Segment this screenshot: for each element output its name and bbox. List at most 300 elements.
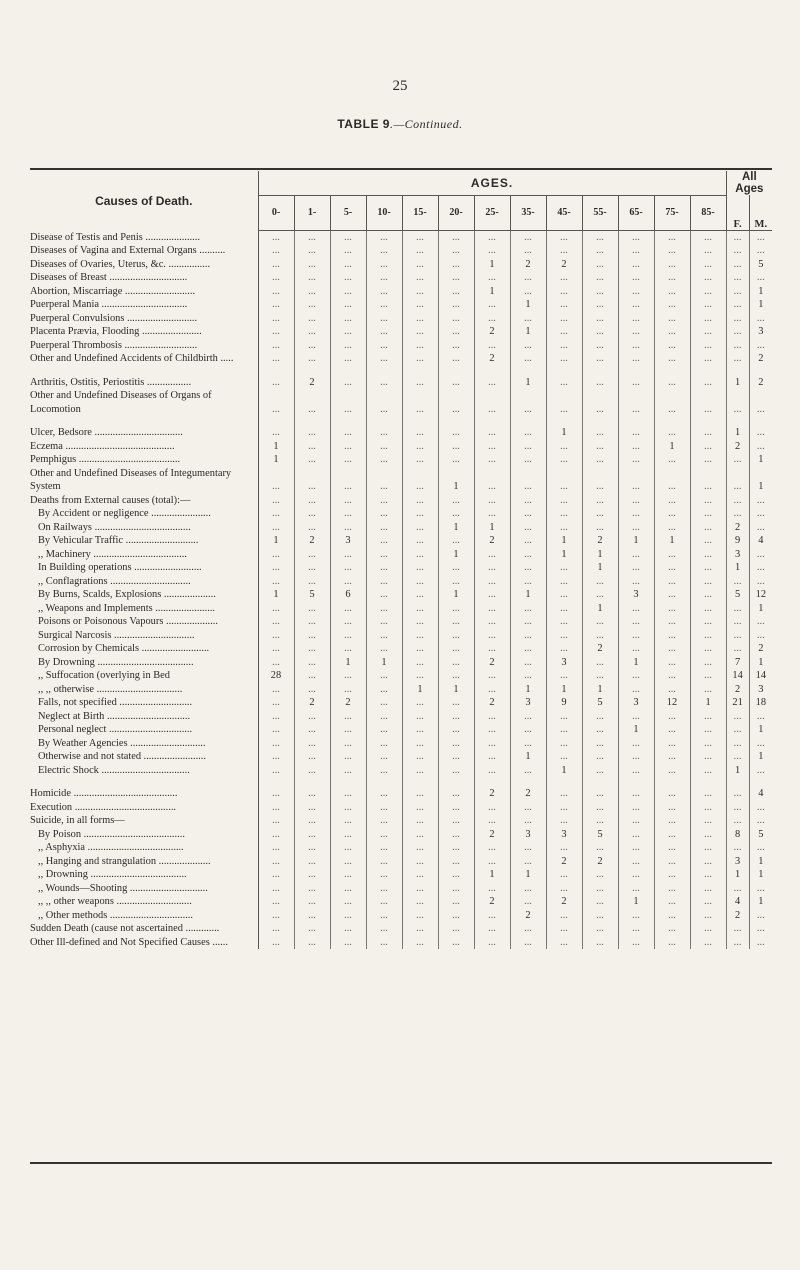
age-value-cell: ... bbox=[690, 339, 726, 353]
age-value-cell: ... bbox=[654, 339, 690, 353]
age-value-cell: ... bbox=[294, 271, 330, 285]
male-total-cell: ... bbox=[756, 737, 765, 749]
age-value-cell: ... bbox=[294, 629, 330, 643]
age-value-cell: ... bbox=[258, 339, 294, 353]
age-value-cell: ... bbox=[402, 710, 438, 724]
age-value-cell: ... bbox=[366, 787, 402, 801]
male-total-cell: ... bbox=[756, 562, 765, 573]
age-value-cell: ... bbox=[546, 285, 582, 299]
age-value-cell: ... bbox=[654, 895, 690, 909]
table-row bbox=[30, 642, 772, 656]
age-value-cell: ... bbox=[618, 521, 654, 535]
age-value-cell: ... bbox=[438, 352, 474, 366]
table-row bbox=[30, 352, 772, 366]
age-value-cell: 1 bbox=[654, 534, 690, 548]
age-value-cell: ... bbox=[402, 656, 438, 670]
age-value-cell: ... bbox=[618, 764, 654, 778]
age-value-cell: ... bbox=[258, 723, 294, 737]
cause-label-text: Electric Shock .................................. bbox=[38, 764, 190, 776]
age-value-cell: ... bbox=[294, 868, 330, 882]
age-value-cell: 1 bbox=[510, 750, 546, 764]
age-value-cell: ... bbox=[402, 828, 438, 842]
cause-label-text: Other and Undefined Diseases of Organs of Locomotion bbox=[30, 390, 212, 415]
age-value-cell: ... bbox=[654, 312, 690, 326]
age-value-cell: 5 bbox=[294, 588, 330, 602]
cause-label-text: On Railways ..................................... bbox=[38, 521, 191, 533]
cause-label bbox=[30, 494, 258, 508]
age-value-cell: ... bbox=[366, 298, 402, 312]
cause-label bbox=[30, 548, 258, 562]
age-value-cell: 3 bbox=[618, 696, 654, 710]
table-row bbox=[30, 507, 772, 521]
age-value-cell: ... bbox=[474, 936, 510, 950]
age-value-cell: ... bbox=[546, 801, 582, 815]
cause-label-text: By Vehicular Traffic ............................ bbox=[38, 535, 199, 546]
age-value-cell: ... bbox=[654, 507, 690, 521]
age-value-cell: ... bbox=[582, 787, 618, 801]
age-value-cell: ... bbox=[546, 814, 582, 828]
table-title bbox=[0, 117, 800, 132]
age-value-cell: ... bbox=[366, 339, 402, 353]
cause-label-text: ,, Asphyxia ..................................... bbox=[38, 842, 184, 853]
cause-label bbox=[30, 440, 258, 454]
age-value-cell: ... bbox=[582, 312, 618, 326]
age-value-cell: ... bbox=[438, 656, 474, 670]
age-value-cell: ... bbox=[618, 494, 654, 508]
male-total-cell: ... bbox=[756, 882, 765, 894]
age-value-cell: 2 bbox=[330, 696, 366, 710]
age-value-cell: ... bbox=[366, 440, 402, 454]
age-value-cell: 6 bbox=[330, 588, 366, 602]
age-value-cell: ... bbox=[510, 575, 546, 589]
age-value-cell: ... bbox=[474, 271, 510, 285]
age-value-cell: ... bbox=[366, 895, 402, 909]
age-value-cell: ... bbox=[582, 575, 618, 589]
age-value-cell: 2 bbox=[474, 534, 510, 548]
age-value-cell: ... bbox=[510, 710, 546, 724]
age-value-cell: 2 bbox=[582, 534, 618, 548]
age-value-cell: ... bbox=[366, 882, 402, 896]
age-value-cell: ... bbox=[438, 882, 474, 896]
age-value-cell: ... bbox=[258, 271, 294, 285]
age-value-cell: ... bbox=[474, 669, 510, 683]
age-value-cell: ... bbox=[258, 426, 294, 440]
table-row bbox=[30, 683, 772, 697]
age-value-cell: ... bbox=[366, 737, 402, 751]
age-value-cell: ... bbox=[474, 230, 510, 244]
age-value-cell: ... bbox=[258, 683, 294, 697]
cause-label bbox=[30, 534, 258, 548]
age-value-cell: ... bbox=[330, 339, 366, 353]
age-value-cell: ... bbox=[258, 855, 294, 869]
male-total-cell: 1 bbox=[758, 656, 764, 668]
age-value-cell: ... bbox=[366, 494, 402, 508]
age-value-cell: ... bbox=[654, 389, 690, 416]
age-value-cell: ... bbox=[582, 750, 618, 764]
female-total-cell: ... bbox=[726, 629, 749, 643]
age-value-cell: ... bbox=[654, 909, 690, 923]
age-value-cell: ... bbox=[654, 814, 690, 828]
age-value-cell: ... bbox=[366, 561, 402, 575]
age-value-cell: ... bbox=[546, 615, 582, 629]
cause-label-text: Other Ill-defined and Not Specified Causes ...... bbox=[30, 936, 228, 948]
age-value-cell: ... bbox=[690, 389, 726, 416]
age-value-cell: ... bbox=[690, 814, 726, 828]
age-value-cell: ... bbox=[618, 737, 654, 751]
age-value-cell: ... bbox=[402, 534, 438, 548]
age-value-cell: ... bbox=[366, 710, 402, 724]
cause-label-text: Neglect at Birth ................................ bbox=[38, 710, 191, 722]
table-row bbox=[30, 710, 772, 724]
table-body bbox=[30, 230, 772, 949]
table-row bbox=[30, 244, 772, 258]
table-row bbox=[30, 602, 772, 616]
age-value-cell: ... bbox=[330, 494, 366, 508]
age-group-header: 65- bbox=[618, 195, 654, 230]
cause-label-text: Surgical Narcosis ............................... bbox=[38, 629, 195, 641]
age-value-cell: ... bbox=[474, 922, 510, 936]
age-value-cell: ... bbox=[366, 426, 402, 440]
age-value-cell: ... bbox=[474, 440, 510, 454]
age-value-cell: 1 bbox=[546, 764, 582, 778]
age-value-cell: ... bbox=[618, 750, 654, 764]
age-value-cell: ... bbox=[402, 548, 438, 562]
table-row bbox=[30, 801, 772, 815]
age-value-cell: ... bbox=[258, 602, 294, 616]
female-total-cell: ... bbox=[726, 258, 749, 272]
age-value-cell: ... bbox=[258, 521, 294, 535]
age-value-cell: ... bbox=[654, 521, 690, 535]
age-value-cell: ... bbox=[438, 936, 474, 950]
cause-label bbox=[30, 828, 258, 842]
table-row bbox=[30, 325, 772, 339]
age-value-cell: ... bbox=[546, 737, 582, 751]
age-value-cell: ... bbox=[510, 230, 546, 244]
age-value-cell: ... bbox=[690, 855, 726, 869]
female-header: F. bbox=[726, 195, 749, 230]
age-value-cell: ... bbox=[294, 909, 330, 923]
female-total-cell: 3 bbox=[726, 855, 749, 869]
age-value-cell: ... bbox=[546, 561, 582, 575]
cause-label bbox=[30, 312, 258, 326]
age-value-cell: ... bbox=[474, 376, 510, 390]
age-value-cell: ... bbox=[258, 615, 294, 629]
age-value-cell: ... bbox=[330, 507, 366, 521]
age-value-cell: ... bbox=[294, 258, 330, 272]
female-total-cell: ... bbox=[726, 339, 749, 353]
male-total-cell: 1 bbox=[758, 751, 764, 762]
age-value-cell: ... bbox=[690, 909, 726, 923]
age-value-cell: ... bbox=[438, 629, 474, 643]
table-row bbox=[30, 936, 772, 950]
cause-label-text: ,, Other methods ................................ bbox=[38, 909, 193, 921]
cause-label-text: Personal neglect ................................ bbox=[38, 724, 193, 735]
age-value-cell: ... bbox=[438, 696, 474, 710]
age-value-cell: ... bbox=[330, 575, 366, 589]
age-value-cell: ... bbox=[690, 868, 726, 882]
age-value-cell: ... bbox=[582, 258, 618, 272]
age-value-cell: ... bbox=[654, 737, 690, 751]
age-value-cell: 3 bbox=[618, 588, 654, 602]
male-total-cell: 2 bbox=[758, 376, 764, 388]
female-total-cell: ... bbox=[726, 882, 749, 896]
age-value-cell: ... bbox=[438, 244, 474, 258]
age-value-cell: ... bbox=[474, 841, 510, 855]
age-value-cell: ... bbox=[654, 285, 690, 299]
cause-label-text: By Weather Agencies ............................. bbox=[38, 737, 206, 749]
cause-label bbox=[30, 575, 258, 589]
age-value-cell: ... bbox=[510, 882, 546, 896]
age-value-cell: ... bbox=[438, 750, 474, 764]
age-value-cell: ... bbox=[366, 936, 402, 950]
age-value-cell: ... bbox=[330, 723, 366, 737]
age-value-cell: ... bbox=[618, 882, 654, 896]
age-value-cell: 1 bbox=[510, 868, 546, 882]
age-value-cell: ... bbox=[366, 642, 402, 656]
age-value-cell: ... bbox=[582, 230, 618, 244]
table-row bbox=[30, 230, 772, 244]
age-value-cell: ... bbox=[258, 298, 294, 312]
age-group-header: 55- bbox=[582, 195, 618, 230]
age-value-cell: ... bbox=[582, 376, 618, 390]
age-group-header: 1- bbox=[294, 195, 330, 230]
female-total-cell: 1 bbox=[726, 561, 749, 575]
age-value-cell: ... bbox=[366, 244, 402, 258]
cause-label-text: Poisons or Poisonous Vapours .................... bbox=[38, 616, 218, 627]
age-value-cell: ... bbox=[330, 548, 366, 562]
cause-label bbox=[30, 909, 258, 923]
age-value-cell: ... bbox=[330, 841, 366, 855]
age-value-cell: ... bbox=[582, 669, 618, 683]
table-row bbox=[30, 909, 772, 923]
all-ages-line1: All bbox=[741, 171, 757, 183]
age-value-cell: ... bbox=[294, 389, 330, 416]
age-value-cell: ... bbox=[582, 629, 618, 643]
age-value-cell: ... bbox=[582, 298, 618, 312]
age-value-cell: ... bbox=[690, 312, 726, 326]
age-value-cell: ... bbox=[330, 230, 366, 244]
age-value-cell: ... bbox=[258, 922, 294, 936]
age-value-cell: ... bbox=[330, 814, 366, 828]
cause-label bbox=[30, 764, 258, 778]
cause-label-text: Placenta Prævia, Flooding ....................... bbox=[30, 326, 202, 337]
male-total-cell: ... bbox=[756, 548, 765, 560]
age-value-cell: ... bbox=[474, 642, 510, 656]
cause-label bbox=[30, 230, 258, 244]
age-value-cell: ... bbox=[654, 575, 690, 589]
cause-label bbox=[30, 855, 258, 869]
age-value-cell: ... bbox=[366, 548, 402, 562]
age-value-cell: ... bbox=[510, 244, 546, 258]
age-group-header: 25- bbox=[474, 195, 510, 230]
age-value-cell: ... bbox=[690, 521, 726, 535]
age-value-cell: ... bbox=[510, 922, 546, 936]
male-total-cell: 14 bbox=[755, 670, 767, 681]
female-total-cell: ... bbox=[726, 575, 749, 589]
age-value-cell: ... bbox=[438, 710, 474, 724]
age-value-cell: ... bbox=[690, 453, 726, 467]
male-header: M. bbox=[749, 195, 772, 230]
table-row bbox=[30, 669, 772, 683]
age-value-cell: 1 bbox=[474, 868, 510, 882]
mortality-table bbox=[30, 171, 772, 949]
age-value-cell: ... bbox=[402, 298, 438, 312]
age-value-cell: ... bbox=[258, 841, 294, 855]
age-value-cell: ... bbox=[654, 764, 690, 778]
male-total-cell: 1 bbox=[758, 454, 764, 465]
age-value-cell: ... bbox=[510, 737, 546, 751]
female-total-cell: 1 bbox=[726, 868, 749, 882]
male-total-cell: ... bbox=[756, 936, 765, 948]
age-value-cell: ... bbox=[366, 828, 402, 842]
age-value-cell: ... bbox=[438, 453, 474, 467]
age-value-cell: ... bbox=[402, 426, 438, 440]
age-value-cell: ... bbox=[690, 561, 726, 575]
age-value-cell: ... bbox=[438, 575, 474, 589]
age-value-cell: ... bbox=[510, 801, 546, 815]
cause-label bbox=[30, 588, 258, 602]
female-total-cell: ... bbox=[726, 801, 749, 815]
table-title-number: TABLE 9 bbox=[337, 117, 390, 131]
cause-label-text: Corrosion by Chemicals .......................... bbox=[38, 643, 210, 654]
age-value-cell: ... bbox=[366, 801, 402, 815]
age-value-cell: ... bbox=[294, 750, 330, 764]
age-value-cell: ... bbox=[330, 467, 366, 494]
age-value-cell: 1 bbox=[510, 376, 546, 390]
cause-label-text: Abortion, Miscarriage ........................... bbox=[30, 285, 196, 297]
age-value-cell: ... bbox=[402, 922, 438, 936]
age-value-cell: ... bbox=[618, 642, 654, 656]
age-value-cell: ... bbox=[510, 534, 546, 548]
age-value-cell: ... bbox=[402, 467, 438, 494]
age-value-cell: ... bbox=[474, 764, 510, 778]
age-value-cell: ... bbox=[582, 656, 618, 670]
age-value-cell: ... bbox=[582, 615, 618, 629]
age-value-cell: ... bbox=[438, 814, 474, 828]
age-value-cell: ... bbox=[618, 868, 654, 882]
age-value-cell: ... bbox=[510, 548, 546, 562]
table-row bbox=[30, 312, 772, 326]
age-value-cell: ... bbox=[294, 642, 330, 656]
age-value-cell: ... bbox=[474, 683, 510, 697]
age-value-cell: ... bbox=[258, 895, 294, 909]
age-value-cell: ... bbox=[546, 352, 582, 366]
age-value-cell: ... bbox=[294, 244, 330, 258]
age-value-cell: ... bbox=[330, 642, 366, 656]
cause-label bbox=[30, 936, 258, 950]
age-value-cell: ... bbox=[618, 683, 654, 697]
cause-label bbox=[30, 285, 258, 299]
cause-label bbox=[30, 868, 258, 882]
cause-label-text: Eczema .......................................... bbox=[30, 440, 175, 452]
cause-label bbox=[30, 723, 258, 737]
age-value-cell: 28 bbox=[258, 669, 294, 683]
female-total-cell: ... bbox=[726, 312, 749, 326]
age-value-cell: ... bbox=[258, 642, 294, 656]
male-total-cell: 1 bbox=[758, 285, 764, 297]
age-value-cell: ... bbox=[510, 352, 546, 366]
female-total-cell: 2 bbox=[726, 683, 749, 697]
age-value-cell: 1 bbox=[582, 602, 618, 616]
age-value-cell: ... bbox=[474, 561, 510, 575]
age-value-cell: ... bbox=[366, 230, 402, 244]
age-value-cell: ... bbox=[366, 271, 402, 285]
male-total-cell: ... bbox=[756, 710, 765, 722]
age-value-cell: ... bbox=[654, 868, 690, 882]
table-row bbox=[30, 298, 772, 312]
female-total-cell: ... bbox=[726, 271, 749, 285]
age-value-cell: 1 bbox=[510, 325, 546, 339]
age-value-cell: ... bbox=[294, 723, 330, 737]
age-value-cell: ... bbox=[330, 669, 366, 683]
male-total-cell: ... bbox=[756, 909, 765, 921]
female-total-cell: 5 bbox=[726, 588, 749, 602]
age-value-cell: 1 bbox=[474, 285, 510, 299]
age-value-cell: ... bbox=[258, 909, 294, 923]
age-value-cell: ... bbox=[654, 922, 690, 936]
age-value-cell: ... bbox=[510, 629, 546, 643]
cause-label-text: By Accident or negligence ....................... bbox=[38, 508, 211, 519]
cause-label-text: ,, Machinery .................................... bbox=[38, 548, 187, 560]
age-value-cell: ... bbox=[294, 737, 330, 751]
age-value-cell: ... bbox=[294, 855, 330, 869]
age-value-cell: ... bbox=[546, 882, 582, 896]
female-total-cell: ... bbox=[726, 298, 749, 312]
age-value-cell: ... bbox=[690, 230, 726, 244]
cause-label-text: Other and Undefined Accidents of Childbirth ..... bbox=[30, 353, 234, 364]
female-total-cell: ... bbox=[726, 285, 749, 299]
age-group-header: 0- bbox=[258, 195, 294, 230]
age-value-cell: ... bbox=[258, 230, 294, 244]
table-row bbox=[30, 534, 772, 548]
age-value-cell: ... bbox=[654, 855, 690, 869]
age-value-cell: ... bbox=[690, 642, 726, 656]
age-value-cell: ... bbox=[330, 737, 366, 751]
age-value-cell: ... bbox=[546, 467, 582, 494]
age-value-cell: ... bbox=[258, 548, 294, 562]
age-value-cell: ... bbox=[366, 841, 402, 855]
table-row bbox=[30, 271, 772, 285]
male-total-cell: ... bbox=[756, 815, 765, 826]
male-total-cell: ... bbox=[756, 272, 765, 283]
age-value-cell: ... bbox=[294, 575, 330, 589]
all-ages-line2: Ages bbox=[735, 183, 764, 195]
age-value-cell: ... bbox=[618, 339, 654, 353]
female-total-cell: ... bbox=[726, 936, 749, 950]
age-value-cell: ... bbox=[618, 440, 654, 454]
age-value-cell: ... bbox=[402, 801, 438, 815]
age-value-cell: ... bbox=[654, 750, 690, 764]
age-value-cell: ... bbox=[582, 467, 618, 494]
age-value-cell: ... bbox=[546, 669, 582, 683]
age-value-cell: ... bbox=[546, 710, 582, 724]
cause-label-text: In Building operations .......................... bbox=[38, 562, 202, 573]
age-value-cell: ... bbox=[258, 376, 294, 390]
cause-label bbox=[30, 602, 258, 616]
cause-label bbox=[30, 895, 258, 909]
age-value-cell: ... bbox=[654, 453, 690, 467]
age-value-cell: ... bbox=[402, 588, 438, 602]
age-value-cell: ... bbox=[402, 339, 438, 353]
age-value-cell: ... bbox=[294, 656, 330, 670]
cause-label-text: Puerperal Convulsions ........................... bbox=[30, 312, 198, 324]
female-total-cell: 14 bbox=[726, 669, 749, 683]
age-value-cell: ... bbox=[294, 801, 330, 815]
age-value-cell: ... bbox=[654, 325, 690, 339]
age-value-cell: ... bbox=[618, 244, 654, 258]
table-row bbox=[30, 750, 772, 764]
age-value-cell: ... bbox=[618, 841, 654, 855]
